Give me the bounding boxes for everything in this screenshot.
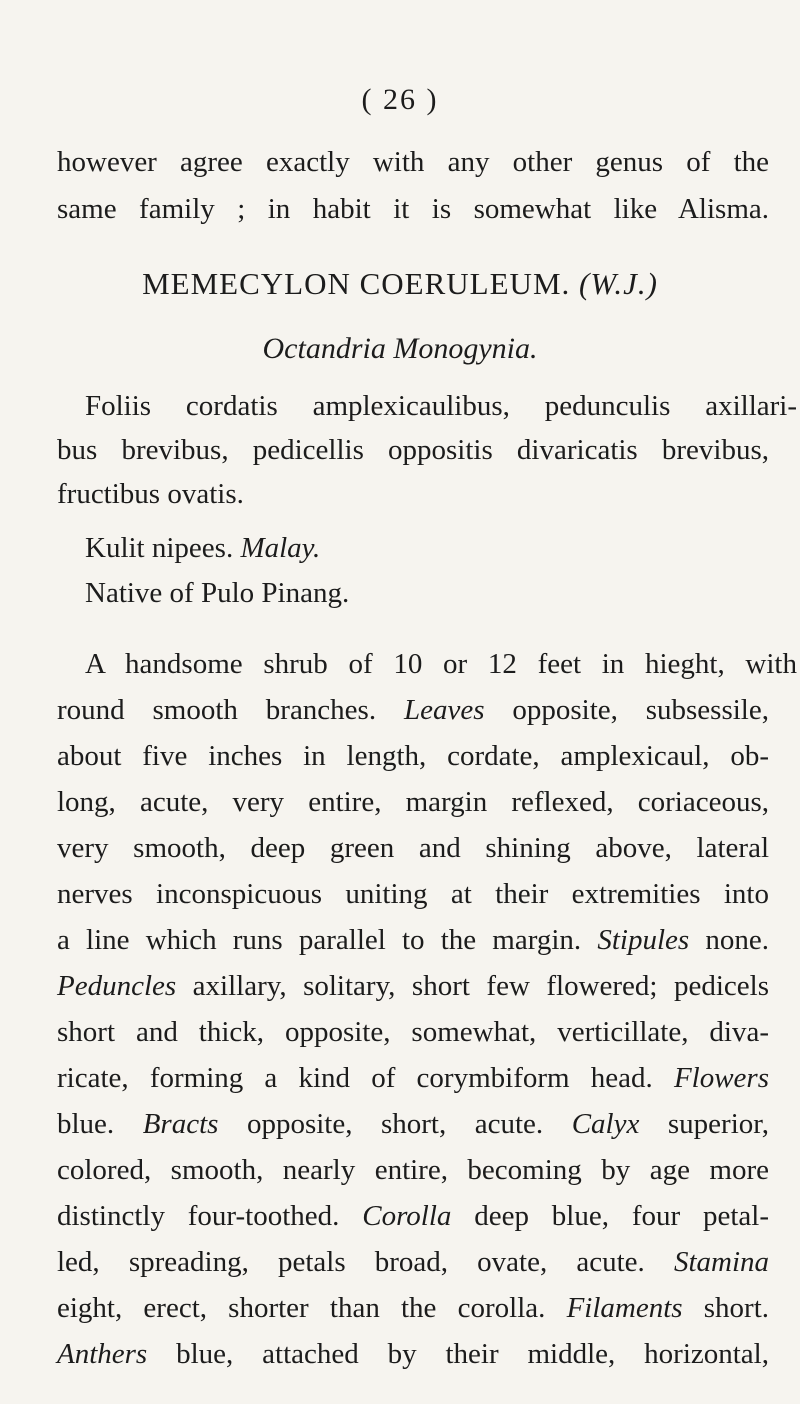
intro-line-1: however agree exactly with any other genus of the <box>57 146 769 178</box>
desc-text: eight, erect, shorter than the corolla. <box>57 1292 567 1324</box>
vernacular-language: Malay. <box>240 532 321 564</box>
intro-line-2: same family ; in habit it is somewhat like Alisma. <box>57 193 769 225</box>
desc-text: deep blue, four petal- <box>451 1200 769 1232</box>
desc-text: opposite, subsessile, <box>484 694 769 726</box>
desc-text: led, spreading, petals broad, ovate, acute. <box>57 1246 674 1278</box>
desc-line-9: short and thick, opposite, somewhat, verticillate, diva- <box>57 1016 769 1048</box>
term-corolla: Corolla <box>362 1200 452 1232</box>
desc-line-10 <box>57 1060 769 1096</box>
species-authority: (W.J.) <box>579 266 658 301</box>
desc-text: superior, <box>639 1108 769 1140</box>
desc-line-11 <box>57 1106 769 1142</box>
desc-line-8 <box>57 968 769 1004</box>
vernacular-line <box>57 530 797 566</box>
desc-line-7 <box>57 922 769 958</box>
species-heading <box>0 266 800 302</box>
desc-text: round smooth branches. <box>57 694 404 726</box>
desc-text: blue, attached by their middle, horizontal, <box>147 1338 769 1370</box>
desc-text: none. <box>689 924 769 956</box>
classification <box>0 331 800 367</box>
desc-text: ricate, forming a kind of corymbiform head. <box>57 1062 674 1094</box>
species-title: MEMECYLON COERULEUM. <box>142 266 571 301</box>
desc-text: opposite, short, acute. <box>218 1108 572 1140</box>
desc-text: short. <box>682 1292 770 1324</box>
desc-line-13 <box>57 1198 769 1234</box>
term-stipules: Stipules <box>597 924 690 956</box>
desc-line-12: colored, smooth, nearly entire, becoming by age more <box>57 1154 769 1186</box>
desc-text: a line which runs parallel to the margin. <box>57 924 598 956</box>
desc-line-14 <box>57 1244 769 1280</box>
desc-text: blue. <box>57 1108 143 1140</box>
desc-text: axillary, solitary, short few flowered; pedicels <box>176 970 769 1002</box>
desc-line-5: very smooth, deep green and shining above, lateral <box>57 832 769 864</box>
desc-line-4: long, acute, very entire, margin reflexed, coriaceous, <box>57 786 769 818</box>
term-anthers: Anthers <box>57 1338 148 1370</box>
diagnosis-line-3: fructibus ovatis. <box>57 478 244 510</box>
term-filaments: Filaments <box>566 1292 683 1324</box>
term-peduncles: Peduncles <box>57 970 177 1002</box>
desc-line-15 <box>57 1290 769 1326</box>
page-number: ( 26 ) <box>361 83 439 116</box>
term-stamina: Stamina <box>673 1246 769 1278</box>
desc-line-1: A handsome shrub of 10 or 12 feet in hieght, with <box>85 648 797 680</box>
classification-text: Octandria Monogynia. <box>262 332 538 365</box>
term-calyx: Calyx <box>571 1108 640 1140</box>
desc-line-2 <box>57 692 769 728</box>
desc-line-3: about five inches in length, cordate, amplexicaul, ob- <box>57 740 769 772</box>
diagnosis-line-2: bus brevibus, pedicellis oppositis divaricatis brevibus, <box>57 434 769 466</box>
term-leaves: Leaves <box>403 694 485 726</box>
native-line: Native of Pulo Pinang. <box>85 577 350 609</box>
desc-text: distinctly four-toothed. <box>57 1200 363 1232</box>
diagnosis-line-1: Foliis cordatis amplexicaulibus, pedunculis axillari- <box>85 390 797 422</box>
desc-line-16 <box>57 1336 769 1372</box>
vernacular-name: Kulit nipees. <box>85 532 234 564</box>
term-bracts: Bracts <box>142 1108 219 1140</box>
desc-line-6: nerves inconspicuous uniting at their extremities into <box>57 878 769 910</box>
term-flowers: Flowers <box>673 1062 769 1094</box>
